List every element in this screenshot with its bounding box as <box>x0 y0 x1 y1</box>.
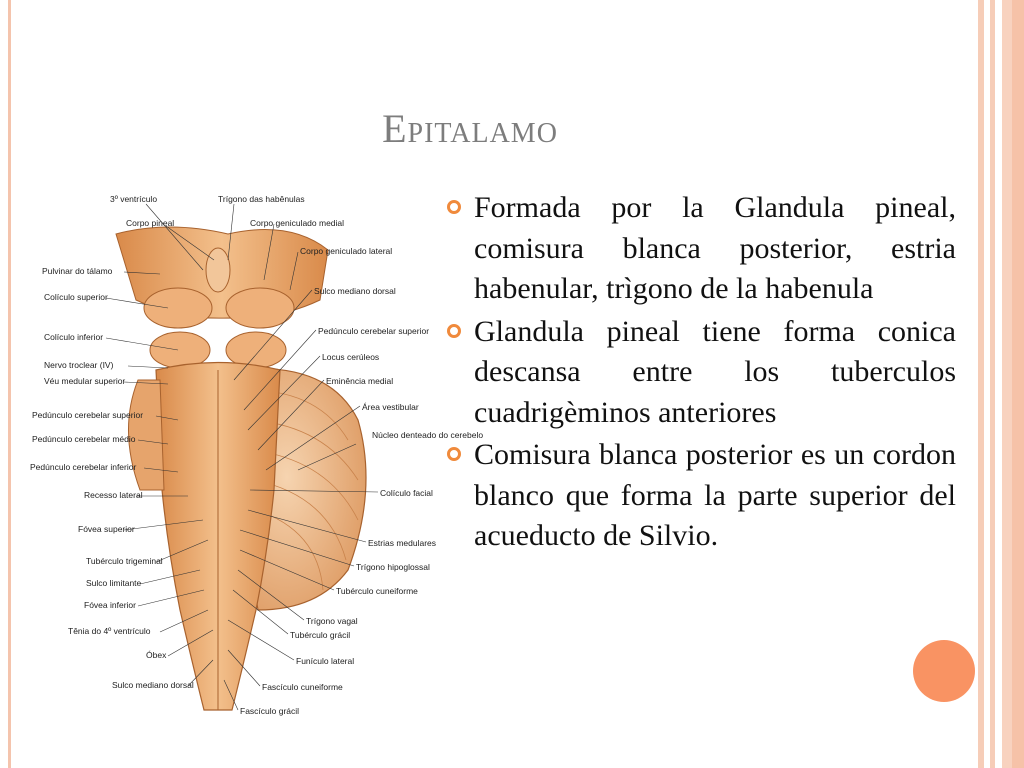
figure-label: Fascículo cuneiforme <box>262 682 343 692</box>
figure-label: Recesso lateral <box>84 490 143 500</box>
figure-label: Funículo lateral <box>296 656 355 666</box>
brainstem-illustration <box>28 190 484 722</box>
figure-label: Fascículo grácil <box>240 706 300 716</box>
slide-frame-stripe <box>1012 0 1024 768</box>
pineal-shape <box>206 248 230 292</box>
figure-label: Tubérculo trigeminal <box>86 556 163 566</box>
figure-label: Trígono das habênulas <box>218 194 305 204</box>
bullet-ring-icon <box>447 200 461 214</box>
bullet-item <box>444 435 956 557</box>
figure-label: Pedúnculo cerebelar superior <box>318 326 430 336</box>
figure-label: Fóvea inferior <box>84 600 136 610</box>
slide-frame-stripe <box>990 0 995 768</box>
figure-label: Colículo inferior <box>44 332 104 342</box>
figure-label: Pedúnculo cerebelar inferior <box>30 462 137 472</box>
slide-frame-stripe <box>978 0 984 768</box>
figure-label: Corpo geniculado lateral <box>300 246 393 256</box>
bullet-ring-icon <box>447 324 461 338</box>
figure-label: Nervo troclear (IV) <box>44 360 114 370</box>
figure-label: Trígono vagal <box>306 616 358 626</box>
figure-label: Sulco limitante <box>86 578 142 588</box>
colliculus-shape <box>144 288 212 328</box>
figure-label: Óbex <box>146 650 167 660</box>
figure-label: Colículo facial <box>380 488 433 498</box>
figure-label: Sulco mediano dorsal <box>112 680 194 690</box>
bullet-text: Glandula pineal tiene forma conica descansa entre los tuberculos cuadrigèminos anteriores <box>474 314 956 429</box>
figure-label: Pedúnculo cerebelar médio <box>32 434 136 444</box>
colliculus-shape <box>226 288 294 328</box>
figure-label: Tubérculo cuneiforme <box>336 586 418 596</box>
figure-label: Trígono hipoglossal <box>356 562 430 572</box>
bullet-text: Comisura blanca posterior es un cordon blanco que forma la parte superior del acueducto de Silvio. <box>474 438 956 552</box>
figure-label: Área vestibular <box>362 402 419 412</box>
figure-label: Pulvinar do tálamo <box>42 266 113 276</box>
figure-label: Núcleo denteado do cerebelo <box>372 430 484 440</box>
figure-label: Locus cerúleos <box>322 352 380 362</box>
figure-label: Fóvea superior <box>78 524 135 534</box>
decorative-accent-circle <box>913 640 975 702</box>
figure-label: Véu medular superior <box>44 376 126 386</box>
figure-label: Corpo geniculado medial <box>250 218 345 228</box>
figure-label: Corpo pineal <box>126 218 175 228</box>
figure-label: Tubérculo grácil <box>290 630 351 640</box>
bullet-list <box>444 188 956 559</box>
figure-label: Pedúnculo cerebelar superior <box>32 410 144 420</box>
slide-title: Epitalamo <box>382 106 558 151</box>
bullet-ring-icon <box>447 447 461 461</box>
figure-label: Eminência medial <box>326 376 394 386</box>
figure-label: 3º ventrículo <box>110 194 158 204</box>
bullet-item <box>444 188 956 310</box>
figure-label: Colículo superior <box>44 292 108 302</box>
figure-label: Estrias medulares <box>368 538 437 548</box>
brainstem-diagram <box>28 190 484 722</box>
bullet-item <box>444 312 956 434</box>
figure-label: Tênia do 4º ventrículo <box>68 626 151 636</box>
figure-label: Sulco mediano dorsal <box>314 286 396 296</box>
bullet-text: Formada por la Glandula pineal, comisura blanca posterior, estria habenular, trìgono de la habenula <box>474 191 956 305</box>
